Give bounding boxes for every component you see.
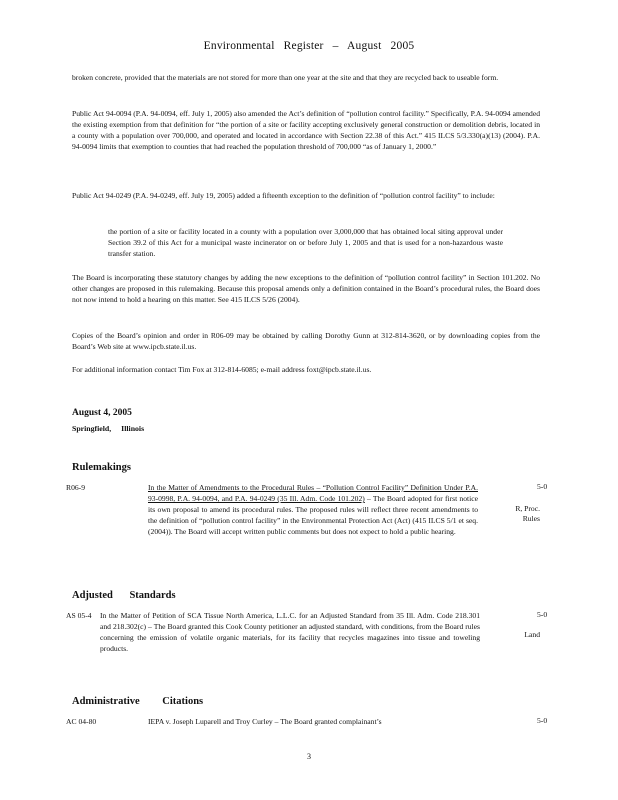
- paragraph-pa-94-0094: Public Act 94-0094 (P.A. 94-0094, eff. July 1, 2005) also amended the Act’s definition of “pollution control facility.” Specifically, P.A. 94-0094 amended the existing exemption from that definition for “the portion of a site or facility accepting exclusively general construction or demolition debris, located in a county with a population over 700,000, and operated and located in accordance with Section 22.38 of this Act.” 415 ILCS 5/3.330(a)(13) (2004). P.A. 94-0094 limits that exemption to counties that had reached the population threshold of 700,000 “as of January 1, 2000.”: [72, 109, 540, 151]
- paragraph-copies: Copies of the Board’s opinion and order in R06-09 may be obtained by calling Dorothy Gunn at 312-814-3620, or by downloading copies from the Board’s Web site at www.ipcb.state.il.us.: [72, 331, 540, 351]
- entry-code: R06-9: [66, 483, 85, 492]
- section-administrative-citations: Administrative Citations: [72, 696, 204, 707]
- section-adjusted-standards: Adjusted Standards: [72, 590, 176, 601]
- entry-code: AC 04-80: [66, 717, 97, 726]
- page-number: 3: [307, 752, 311, 761]
- entry-type: Land: [524, 630, 540, 639]
- paragraph-pa-94-0249: Public Act 94-0249 (P.A. 94-0249, eff. July 19, 2005) added a fifteenth exception to the definition of “pollution control facility” to include:: [72, 191, 495, 200]
- entry-type-line: R, Proc.: [515, 504, 540, 513]
- entry-code: AS 05-4: [66, 611, 92, 620]
- meeting-date: August 4, 2005: [72, 408, 132, 418]
- entry-description: – The Board adopted for first notice its own proposal to amend its procedural rules. The proposed rules will reflect three recent amendments to the definition of “pollution control facility” in the Environmental Protection Act (Act) (415 ILCS 5/1 et seq. (2004)). The Board will accept written public comments but does not expect to hold a public hearing.: [148, 494, 478, 536]
- entry-type: [515, 504, 540, 524]
- entry-type-line: Rules: [522, 514, 540, 523]
- entry-votes: 5-0: [537, 610, 548, 619]
- block-quote: the portion of a site or facility located in a county with a population over 3,000,000 that has obtained local siting approval under Section 39.2 of this Act for a municipal waste incinerator on or before July 1, 2005 and that is used for a non-hazardous waste transfer station.: [108, 227, 503, 258]
- paragraph-additional-info: For additional information contact Tim Fox at 312-814-6085; e-mail address foxt@ipcb.state.il.us.: [72, 365, 372, 374]
- section-rulemakings: Rulemakings: [72, 462, 131, 473]
- paragraph-recycled: broken concrete, provided that the materials are not stored for more than one year at the site and that they are recycled back to useable form.: [72, 73, 499, 82]
- entry-votes: 5-0: [537, 716, 548, 725]
- paragraph-board-incorporating: The Board is incorporating these statutory changes by adding the new exceptions to the definition of “pollution control facility” in Section 101.202. No other changes are proposed in this rulemaking. Because this proposal amends only a definition contained in the Board’s procedural rules, the Board does not now intend to hold a hearing on this matter. See 415 ILCS 5/26 (2004).: [72, 273, 540, 304]
- entry-body: IEPA v. Joseph Luparell and Troy Curley – The Board granted complainant’s: [148, 717, 382, 726]
- page-header: Environmental Register – August 2005: [203, 40, 415, 52]
- meeting-city: Springfield, Illinois: [72, 424, 145, 433]
- entry-title: In the Matter of Amendments to the Procedural Rules – “Pollution Control Facility” Definition Under P.A. 93-0998, P.A. 94-0094, and P.A. 94-0249 (35 Ill. Adm. Code 101.202): [148, 483, 478, 503]
- entry-body: [148, 482, 478, 537]
- entry-votes: 5-0: [537, 482, 548, 491]
- entry-body: In the Matter of Petition of SCA Tissue North America, L.L.C. for an Adjusted Standard from 35 Ill. Adm. Code 218.301 and 218.302(c) – The Board granted this Cook County petitioner an adjusted standard, with conditions, from the Board rules concerning the emission of volatile organic materials, for its facility that recycles magazines into tissue and toweling products.: [100, 611, 480, 653]
